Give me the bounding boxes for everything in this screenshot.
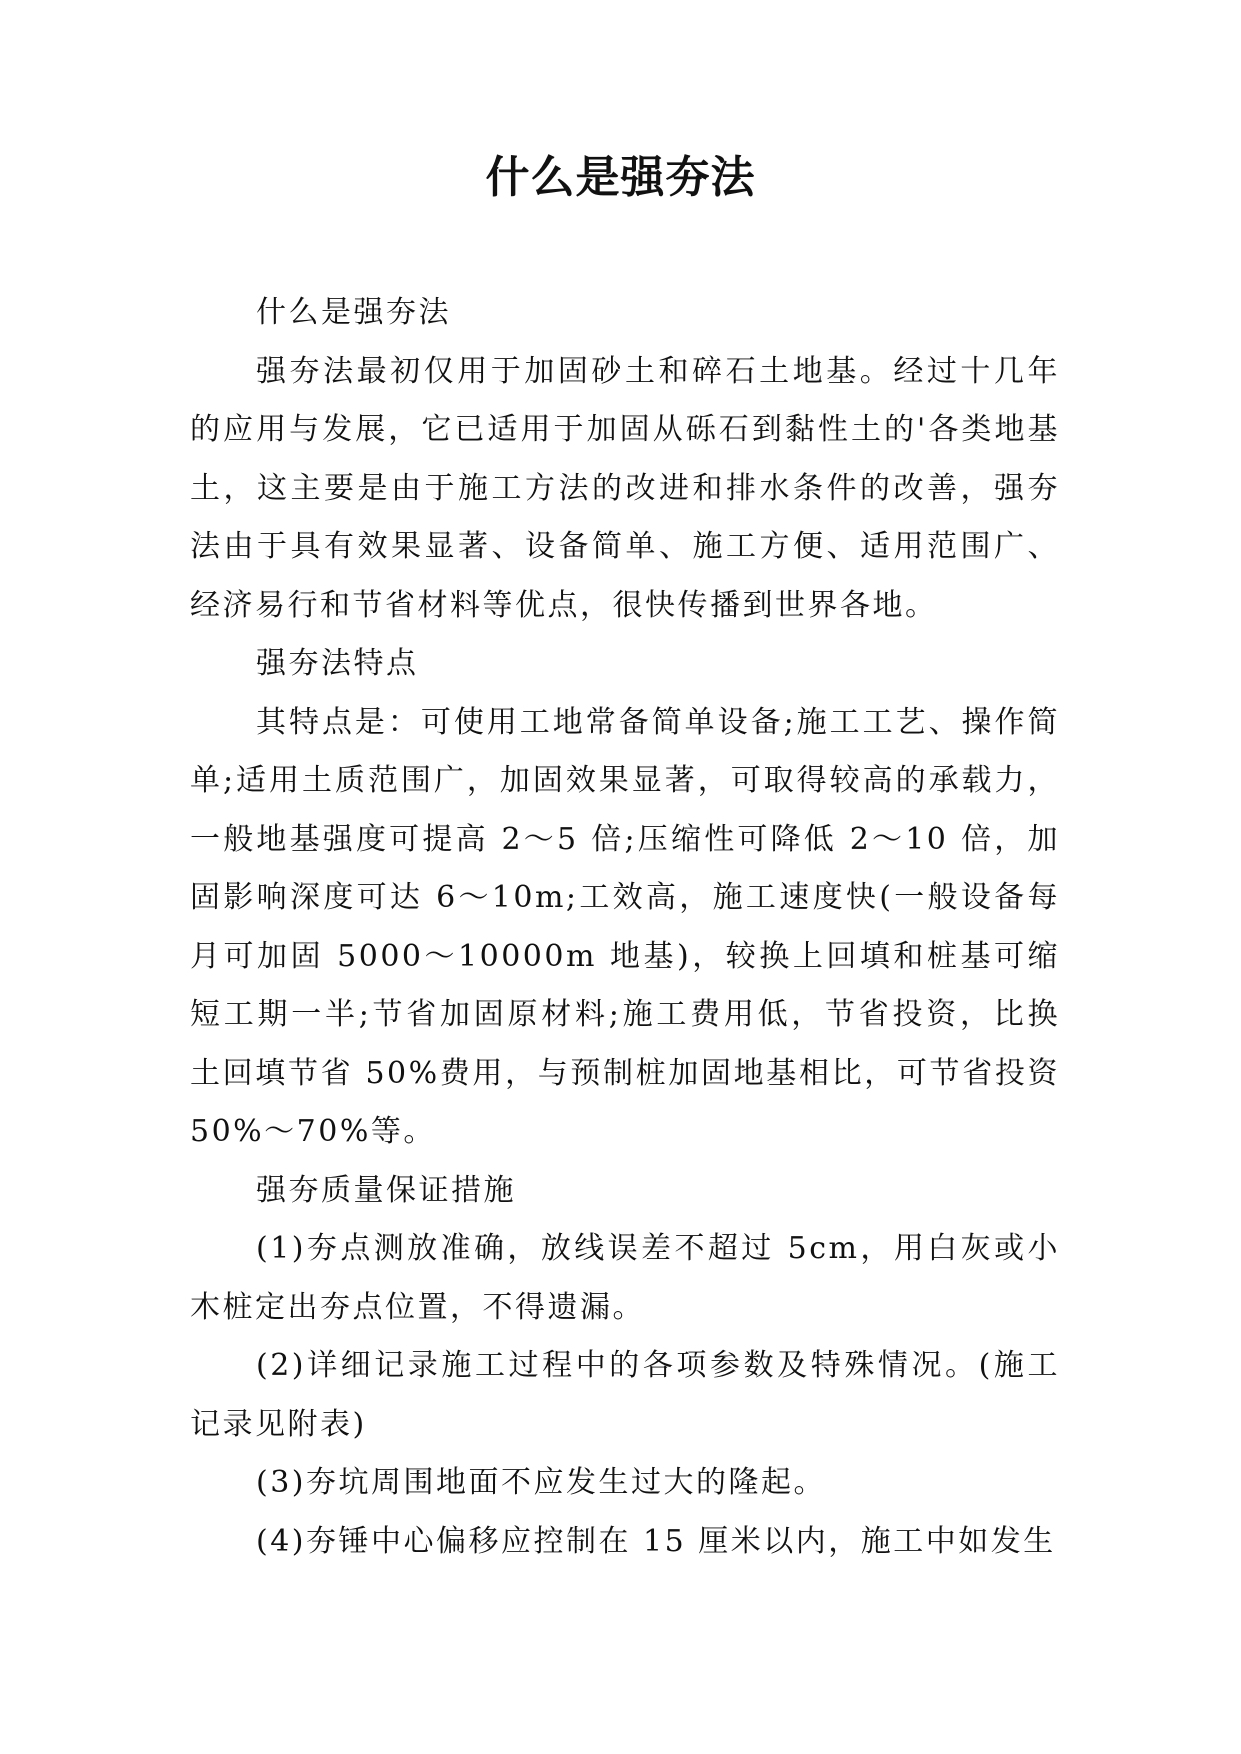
list-item: (1)夯点测放准确，放线误差不超过 5cm，用白灰或小木桩定出夯点位置，不得遗漏。	[190, 1231, 1060, 1325]
list-item: (3)夯坑周围地面不应发生过大的隆起。	[256, 1465, 826, 1500]
document-body	[190, 284, 1060, 1571]
body-paragraph: 强夯法最初仅用于加固砂土和碎石土地基。经过十几年的应用与发展，它已适用于加固从砾石到黏性土的'各类地基土，这主要是由于施工方法的改进和排水条件的改善，强夯法由于具有效果显著、设备简单、施工方便、适用范围广、经济易行和节省材料等优点，很快传播到世界各地。	[190, 353, 1060, 623]
list-item: (2)详细记录施工过程中的各项参数及特殊情况。(施工记录见附表)	[190, 1348, 1060, 1442]
section-heading: 强夯法特点	[256, 646, 419, 681]
page-title: 什么是强夯法	[485, 152, 756, 203]
section-heading: 什么是强夯法	[256, 295, 451, 330]
list-item: (4)夯锤中心偏移应控制在 15 厘米以内，施工中如发生	[256, 1523, 1056, 1559]
section-heading: 强夯质量保证措施	[256, 1172, 516, 1208]
body-paragraph: 其特点是：可使用工地常备简单设备;施工工艺、操作简单;适用土质范围广，加固效果显著，可取得较高的承载力，一般地基强度可提高 2～5 倍;压缩性可降低 2～10 倍，加固影响深度可达 6～10m;工效高，施工速度快(一般设备每月可加固 5000～10000m 地基)，较换上回填和桩基可缩短工期一半;节省加固原材料;施工费用低，节省投资，比换土回填节省 50%费用，与预制桩加固地基相比，可节省投资 50%～70%等。	[190, 704, 1060, 1149]
